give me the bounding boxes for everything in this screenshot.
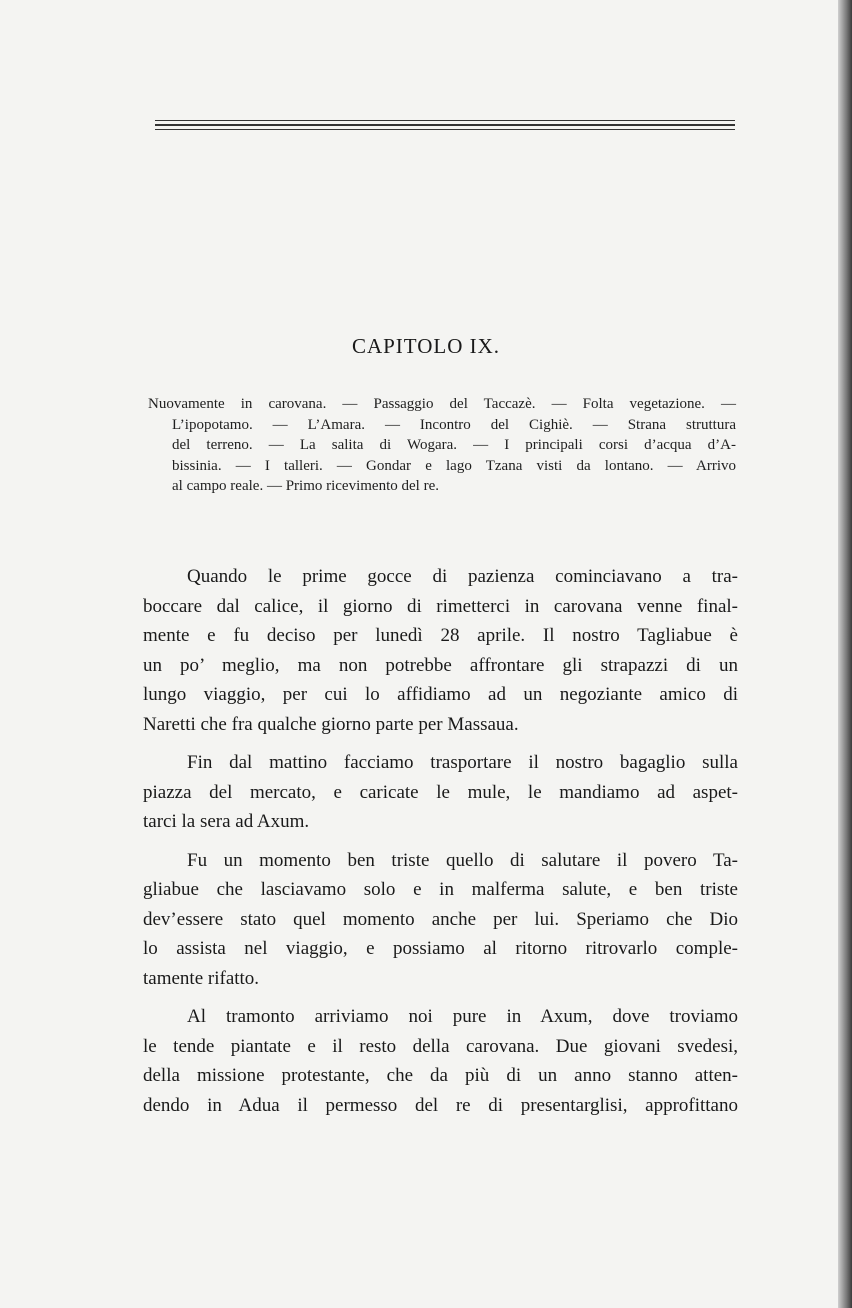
text-line: lo assista nel viaggio, e possiamo al ritorno ritrovarlo comple- bbox=[143, 938, 738, 959]
paragraph bbox=[143, 1002, 738, 1120]
text-line: lungo viaggio, per cui lo affidiamo ad un negoziante amico di bbox=[143, 684, 738, 705]
text-line: mente e fu deciso per lunedì 28 aprile. Il nostro Tagliabue è bbox=[143, 625, 738, 646]
header-rule bbox=[155, 120, 735, 121]
text-line: tarci la sera ad Axum. bbox=[143, 811, 310, 832]
summary-line: L’ipopotamo. — L’Amara. — Incontro del Cighiè. — Strana struttura bbox=[172, 416, 736, 433]
chapter-summary bbox=[148, 394, 736, 497]
text-line: dendo in Adua il permesso del re di presentarglisi, approfittano bbox=[143, 1094, 738, 1116]
paragraph bbox=[143, 562, 738, 739]
text-line: piazza del mercato, e caricate le mule, le mandiamo ad aspet- bbox=[143, 781, 738, 803]
text-line: le tende piantate e il resto della carovana. Due giovani svedesi, bbox=[143, 1035, 738, 1057]
text-line: un po’ meglio, ma non potrebbe affrontare gli strapazzi di un bbox=[143, 654, 738, 676]
text-line: Fin dal mattino facciamo trasportare il nostro bagaglio sulla bbox=[187, 752, 738, 773]
header-rule bbox=[155, 124, 735, 126]
text-line: della missione protestante, che da più di un anno stanno atten- bbox=[143, 1065, 738, 1086]
text-line: tamente rifatto. bbox=[143, 967, 260, 989]
paragraph bbox=[143, 846, 738, 994]
summary-line: al campo reale. — Primo ricevimento del re. bbox=[172, 478, 439, 494]
text-line: gliabue che lasciavamo solo e in malferma salute, e ben triste bbox=[143, 879, 738, 900]
text-line: boccare dal calice, il giorno di rimetterci in carovana venne final- bbox=[143, 595, 738, 617]
chapter-title: CAPITOLO IX. bbox=[351, 334, 501, 358]
summary-line: Nuovamente in carovana. — Passaggio del Taccazè. — Folta vegetazione. — bbox=[148, 396, 736, 412]
paragraph bbox=[143, 748, 738, 837]
text-line: Fu un momento ben triste quello di salutare il povero Ta- bbox=[187, 849, 738, 871]
text-line: Al tramonto arriviamo noi pure in Axum, dove troviamo bbox=[187, 1006, 738, 1027]
body-text bbox=[143, 562, 738, 1129]
summary-line: del terreno. — La salita di Wogara. — I principali corsi d’acqua d’A- bbox=[172, 437, 736, 453]
summary-line: bissinia. — I talleri. — Gondar e lago Tzana visti da lontano. — Arrivo bbox=[172, 457, 736, 474]
header-rule bbox=[155, 129, 735, 130]
text-line: Naretti che fra qualche giorno parte per Massaua. bbox=[143, 713, 519, 735]
text-line: dev’essere stato quel momento anche per lui. Speriamo che Dio bbox=[143, 908, 738, 930]
text-line: Quando le prime gocce di pazienza cominciavano a tra- bbox=[187, 566, 738, 587]
